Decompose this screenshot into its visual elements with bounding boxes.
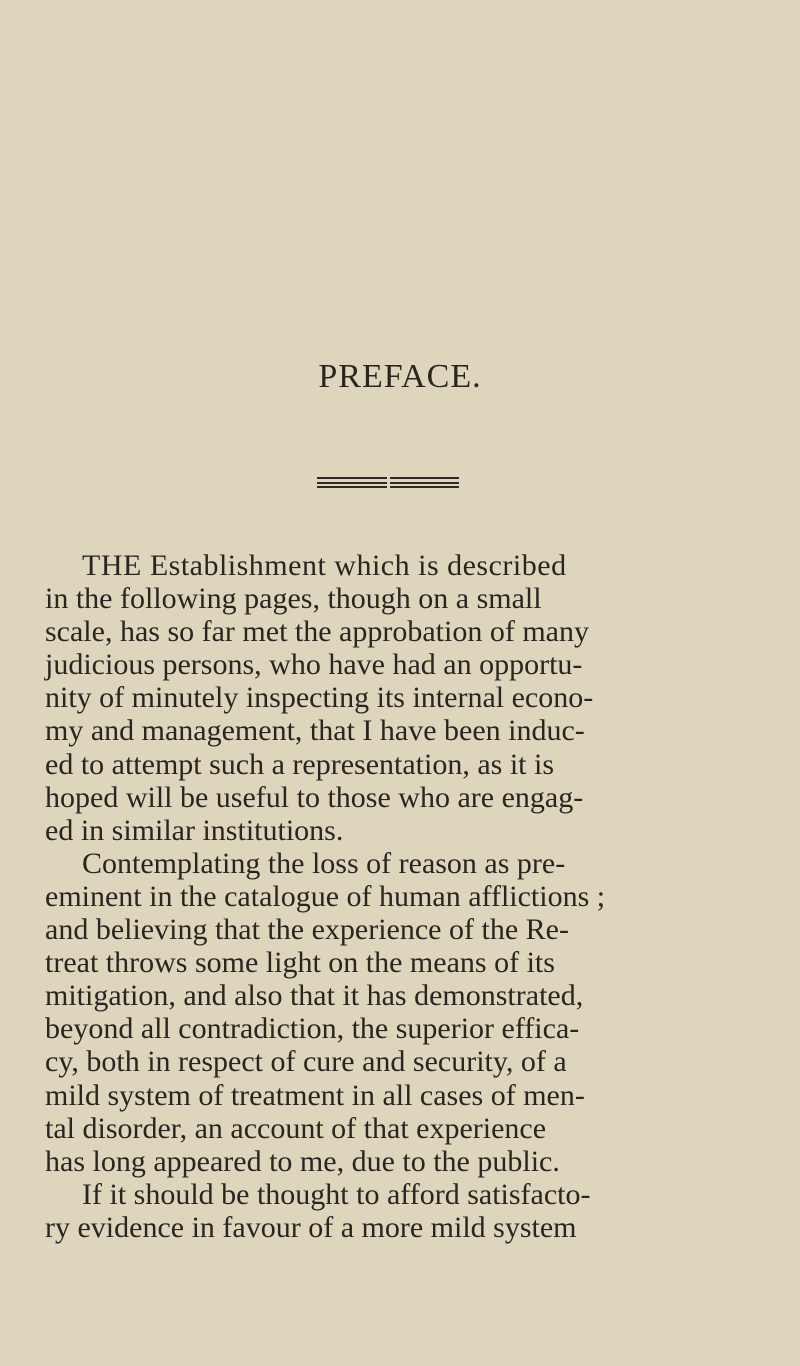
text-line: mitigation, and also that it has demonstrated, bbox=[45, 979, 584, 1013]
text-line: beyond all contradiction, the superior effica- bbox=[45, 1012, 580, 1046]
text-line: and believing that the experience of the Re- bbox=[45, 913, 569, 947]
text-line: eminent in the catalogue of human afflictions ; bbox=[45, 879, 606, 913]
text-line: tal disorder, an account of that experience bbox=[45, 1111, 547, 1145]
text-line: has long appeared to me, due to the public. bbox=[45, 1144, 560, 1178]
text-line: ed in similar institutions. bbox=[45, 813, 344, 847]
text-line: judicious persons, who have had an opportu- bbox=[45, 648, 583, 682]
page-heading: PREFACE. bbox=[318, 358, 482, 395]
rule-gap bbox=[387, 477, 390, 489]
text-line: nity of minutely inspecting its internal econo- bbox=[45, 681, 594, 715]
text-line: If it should be thought to afford satisfacto- bbox=[82, 1177, 591, 1211]
text-line: in the following pages, though on a small bbox=[45, 582, 542, 616]
body-text bbox=[45, 549, 767, 1244]
text-line: my and management, that I have been induc- bbox=[45, 714, 585, 748]
text-line: cy, both in respect of cure and security, of a bbox=[45, 1045, 567, 1079]
text-line: mild system of treatment in all cases of men- bbox=[45, 1078, 585, 1112]
text-line: treat throws some light on the means of its bbox=[45, 946, 555, 980]
text-line: ed to attempt such a representation, as it is bbox=[45, 747, 555, 781]
text-line: THE Establishment which is described bbox=[82, 549, 567, 582]
text-line: scale, has so far met the approbation of many bbox=[45, 615, 589, 649]
ornamental-rule bbox=[317, 477, 459, 489]
text-line: Contemplating the loss of reason as pre- bbox=[82, 846, 566, 880]
text-line: ry evidence in favour of a more mild system bbox=[45, 1210, 577, 1244]
text-line: hoped will be useful to those who are engag- bbox=[45, 780, 584, 814]
